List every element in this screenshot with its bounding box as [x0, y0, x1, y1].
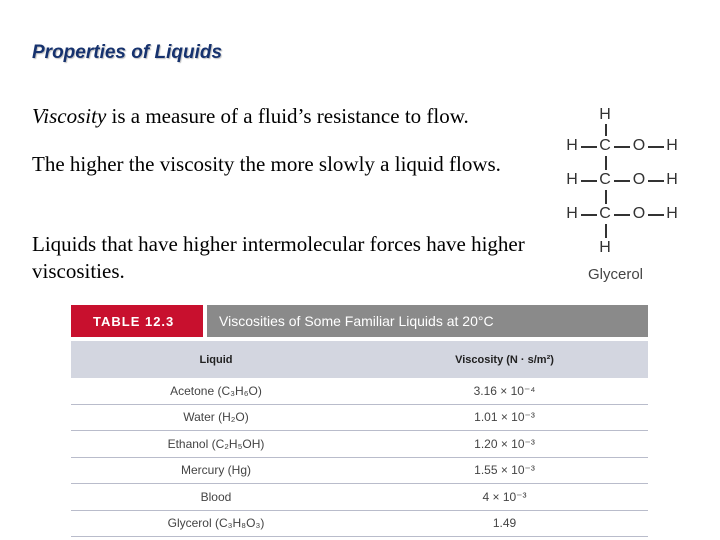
- atom-h: H: [566, 171, 578, 188]
- atom-h: H: [599, 106, 611, 123]
- table-caption: Viscosities of Some Familiar Liquids at 20°C: [207, 305, 648, 337]
- header-liquid: Liquid: [199, 353, 233, 366]
- cell-viscosity: 1.55 × 10⁻³: [474, 463, 535, 478]
- cell-viscosity: 1.20 × 10⁻³: [474, 436, 535, 451]
- atom-h: H: [666, 171, 678, 188]
- atom-c: C: [599, 137, 611, 154]
- atom-h: H: [566, 137, 578, 154]
- viscosity-definition-text: is a measure of a fluid’s resistance to flow.: [106, 104, 469, 128]
- atom-h: H: [566, 205, 578, 222]
- cell-viscosity: 3.16 × 10⁻⁴: [473, 383, 536, 398]
- atom-h: H: [666, 205, 678, 222]
- atom-h: H: [599, 239, 611, 256]
- cell-viscosity: 1.49: [492, 516, 517, 531]
- table-header: [71, 305, 648, 337]
- bond: [605, 190, 607, 204]
- cell-viscosity: 4 × 10⁻³: [482, 489, 527, 504]
- header-viscosity: Viscosity (N · s/m²): [455, 353, 554, 366]
- bond: [614, 146, 630, 148]
- atom-c: C: [599, 205, 611, 222]
- table-row: [71, 484, 648, 511]
- cell-liquid: Mercury (Hg): [180, 463, 251, 478]
- bond: [614, 214, 630, 216]
- bond: [614, 180, 630, 182]
- atom-c: C: [599, 171, 611, 188]
- bond: [648, 146, 664, 148]
- bond: [605, 124, 607, 136]
- paragraph-flow-rate: The higher the viscosity the more slowly a liquid flows.: [32, 152, 501, 176]
- table-row: [71, 378, 648, 405]
- paragraph-viscosity-definition: [32, 103, 552, 130]
- cell-liquid: Water (H₂O): [183, 410, 249, 425]
- viscosity-term: Viscosity: [32, 104, 107, 128]
- column-headers: [71, 341, 648, 378]
- table-row: [71, 431, 648, 458]
- cell-liquid: Acetone (C₃H₆O): [170, 383, 262, 398]
- cell-liquid: Blood: [200, 489, 232, 504]
- viscosity-table: [71, 305, 648, 530]
- table-row: [71, 511, 648, 538]
- bond: [648, 180, 664, 182]
- table-label: TABLE 12.3: [71, 305, 203, 337]
- table-row: [71, 458, 648, 485]
- table-row: [71, 405, 648, 432]
- atom-o: O: [632, 205, 646, 222]
- bond: [605, 156, 607, 170]
- atom-o: O: [632, 137, 646, 154]
- bond: [581, 146, 597, 148]
- slide-title: Properties of Liquids: [32, 42, 223, 63]
- atom-o: O: [632, 171, 646, 188]
- cell-liquid: Ethanol (C₂H₅OH): [167, 436, 265, 451]
- paragraph-intermolecular-forces: Liquids that have higher intermolecular forces have higher viscosities.: [32, 232, 525, 283]
- bond: [581, 180, 597, 182]
- bond: [648, 214, 664, 216]
- glycerol-structure: [560, 100, 700, 290]
- glycerol-caption: Glycerol: [588, 266, 644, 283]
- cell-liquid: Glycerol (C₃H₈O₃): [167, 516, 265, 531]
- bond: [581, 214, 597, 216]
- bond: [605, 224, 607, 238]
- atom-h: H: [666, 137, 678, 154]
- cell-viscosity: 1.01 × 10⁻³: [474, 410, 535, 425]
